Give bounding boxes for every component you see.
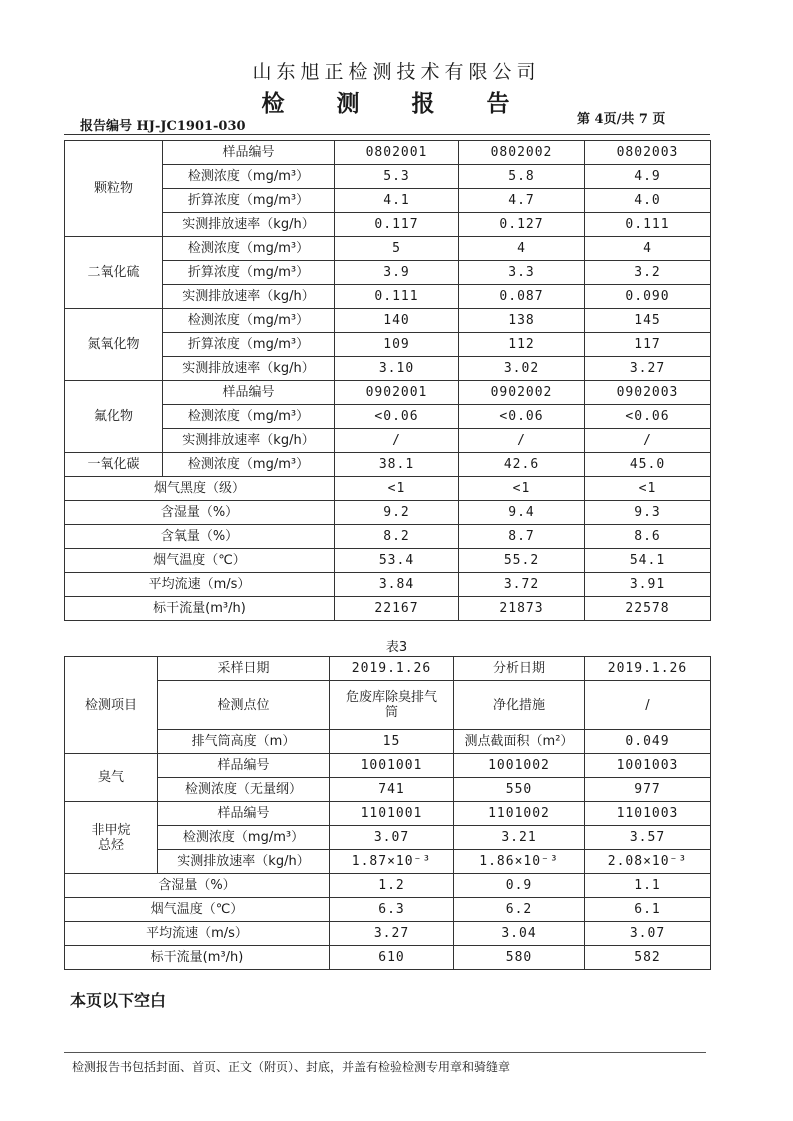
table-cell: <1: [459, 477, 585, 501]
table-cell: 145: [585, 309, 711, 333]
table-cell: 5.8: [459, 165, 585, 189]
table-cell: 3.10: [335, 357, 459, 381]
table-cell: 117: [585, 333, 711, 357]
table-cell: 8.7: [459, 525, 585, 549]
table-cell: /: [585, 429, 711, 453]
table-row: [65, 501, 711, 525]
table-row: [65, 802, 711, 826]
row-label: 检测点位: [158, 681, 330, 730]
row-label: 标干流量(m³/h): [65, 597, 335, 621]
table-cell: /: [335, 429, 459, 453]
table-cell: <1: [335, 477, 459, 501]
table-cell: 4.1: [335, 189, 459, 213]
blank-below-note: 本页以下空白: [70, 991, 167, 1010]
table-row: [65, 874, 711, 898]
table-cell: 582: [585, 946, 711, 970]
table-cell: 3.27: [330, 922, 454, 946]
table-cell: 0802001: [335, 141, 459, 165]
table-cell: 0.090: [585, 285, 711, 309]
row-label: 含湿量（%）: [65, 501, 335, 525]
header-divider: [64, 134, 710, 135]
table-cell: 112: [459, 333, 585, 357]
row-label: 实测排放速率（kg/h）: [163, 429, 335, 453]
table-cell: 1101002: [454, 802, 585, 826]
table-cell: 3.9: [335, 261, 459, 285]
document-title: 检 测 报 告: [261, 91, 532, 117]
table-cell: 15: [330, 730, 454, 754]
table-cell: 741: [330, 778, 454, 802]
pollutant-name: 氟化物: [65, 381, 163, 453]
table-cell: 38.1: [335, 453, 459, 477]
table-cell: 3.84: [335, 573, 459, 597]
table-cell: 610: [330, 946, 454, 970]
pollutant-name: 二氧化硫: [65, 237, 163, 309]
table-cell: 1.87×10⁻³: [330, 850, 454, 874]
table-cell: 0902001: [335, 381, 459, 405]
report-number: 报告编号 HJ-JC1901-030: [80, 119, 246, 134]
footer-note: 检测报告书包括封面、首页、正文（附页）、封底，并盖有检验检测专用章和骑缝章: [72, 1060, 511, 1074]
table-cell: 3.27: [585, 357, 711, 381]
table-cell: 0902002: [459, 381, 585, 405]
row-label: 烟气黑度（级）: [65, 477, 335, 501]
pollutant-name: 颗粒物: [65, 141, 163, 237]
table-cell: 0.117: [335, 213, 459, 237]
table-cell: 3.91: [585, 573, 711, 597]
table-cell: 3.2: [585, 261, 711, 285]
table-cell: 1.1: [585, 874, 711, 898]
row-label: 检测浓度（mg/m³）: [163, 237, 335, 261]
table-cell: 3.04: [454, 922, 585, 946]
table-cell: <0.06: [335, 405, 459, 429]
table-row: [65, 850, 711, 874]
table-row: [65, 309, 711, 333]
table-cell: 3.02: [459, 357, 585, 381]
footer-divider: [64, 1052, 706, 1053]
row-label: 样品编号: [158, 802, 330, 826]
table-cell: 4: [459, 237, 585, 261]
table-row: [65, 549, 711, 573]
table-cell: <1: [585, 477, 711, 501]
row-label: 检测浓度（mg/m³）: [163, 309, 335, 333]
table-cell: 8.6: [585, 525, 711, 549]
table-cell: 5.3: [335, 165, 459, 189]
table-row: [65, 381, 711, 405]
table-cell: 4: [585, 237, 711, 261]
table-cell: 4.9: [585, 165, 711, 189]
table-row: [65, 922, 711, 946]
table-cell: 4.0: [585, 189, 711, 213]
table-cell: 0.127: [459, 213, 585, 237]
table-cell: /: [585, 681, 711, 730]
table-cell: 5: [335, 237, 459, 261]
table-cell: 3.3: [459, 261, 585, 285]
table-cell: 3.72: [459, 573, 585, 597]
table-cell: 9.4: [459, 501, 585, 525]
table-cell: 2019.1.26: [330, 657, 454, 681]
table-row: [65, 754, 711, 778]
table-row: [65, 597, 711, 621]
table-cell: 0.087: [459, 285, 585, 309]
table-cell: 3.07: [330, 826, 454, 850]
item-label: 检测项目: [65, 657, 158, 754]
table-cell: 0.111: [585, 213, 711, 237]
row-label: 检测浓度（mg/m³）: [163, 165, 335, 189]
row-label: 样品编号: [163, 381, 335, 405]
odor-table: [64, 656, 711, 970]
row-label: 含湿量（%）: [65, 874, 330, 898]
table-row: [65, 657, 711, 681]
row-label: 检测浓度（mg/m³）: [163, 405, 335, 429]
row-label: 检测浓度（mg/m³）: [163, 453, 335, 477]
row-label: 样品编号: [158, 754, 330, 778]
row-label: 分析日期: [454, 657, 585, 681]
table-cell: 6.2: [454, 898, 585, 922]
table-cell: 0.049: [585, 730, 711, 754]
table-cell: 1101003: [585, 802, 711, 826]
row-label: 标干流量(m³/h): [65, 946, 330, 970]
row-label: 采样日期: [158, 657, 330, 681]
table-cell: 0802002: [459, 141, 585, 165]
table-row: [65, 778, 711, 802]
table-row: [65, 141, 711, 165]
row-label: 净化措施: [454, 681, 585, 730]
table-cell: 3.07: [585, 922, 711, 946]
row-label: 平均流速（m/s）: [65, 573, 335, 597]
table-cell: 1001001: [330, 754, 454, 778]
table-row: [65, 453, 711, 477]
table-cell: 138: [459, 309, 585, 333]
pollutant-name-line2: 总烃: [97, 837, 124, 853]
table-cell: 3.57: [585, 826, 711, 850]
table-cell: 54.1: [585, 549, 711, 573]
pollutant-name: [65, 802, 158, 874]
table-cell: 1.2: [330, 874, 454, 898]
table-cell: 21873: [459, 597, 585, 621]
table-cell: 45.0: [585, 453, 711, 477]
table-cell: /: [459, 429, 585, 453]
table-cell: 1001003: [585, 754, 711, 778]
table-cell: 55.2: [459, 549, 585, 573]
table-cell: 140: [335, 309, 459, 333]
row-label: 样品编号: [163, 141, 335, 165]
emission-table: [64, 140, 711, 621]
page-info: 第 4页/共 7 页: [577, 112, 666, 127]
table-cell: 危废库除臭排气筒: [330, 681, 454, 730]
pollutant-name-line1: 非甲烷: [91, 822, 131, 838]
row-label: 实测排放速率（kg/h）: [163, 285, 335, 309]
row-label: 烟气温度（℃）: [65, 898, 330, 922]
row-label: 折算浓度（mg/m³）: [163, 261, 335, 285]
table-cell: 4.7: [459, 189, 585, 213]
table-cell: 550: [454, 778, 585, 802]
table-cell: 580: [454, 946, 585, 970]
row-label: 排气筒高度（m）: [158, 730, 330, 754]
table-cell: 0.111: [335, 285, 459, 309]
row-label: 烟气温度（℃）: [65, 549, 335, 573]
table-row: [65, 573, 711, 597]
table-row: [65, 826, 711, 850]
table-cell: 0902003: [585, 381, 711, 405]
table-cell: 1101001: [330, 802, 454, 826]
table-cell: 109: [335, 333, 459, 357]
table-cell: 42.6: [459, 453, 585, 477]
table-cell: 3.21: [454, 826, 585, 850]
pollutant-name: 一氧化碳: [65, 453, 163, 477]
table-cell: 9.3: [585, 501, 711, 525]
pollutant-name: 氮氧化物: [65, 309, 163, 381]
table-row: [65, 477, 711, 501]
table-row: [65, 730, 711, 754]
table-caption: 表3: [385, 640, 408, 655]
table-cell: 977: [585, 778, 711, 802]
row-label: 测点截面积（m²）: [454, 730, 585, 754]
row-label: 实测排放速率（kg/h）: [163, 213, 335, 237]
table-cell: <0.06: [585, 405, 711, 429]
table-cell: 6.3: [330, 898, 454, 922]
row-label: 实测排放速率（kg/h）: [163, 357, 335, 381]
table-cell: 8.2: [335, 525, 459, 549]
table-cell: 0802003: [585, 141, 711, 165]
table-row: [65, 237, 711, 261]
table-row: [65, 898, 711, 922]
table-cell: 2019.1.26: [585, 657, 711, 681]
row-label: 检测浓度（无量纲）: [158, 778, 330, 802]
table-cell: 2.08×10⁻³: [585, 850, 711, 874]
row-label: 检测浓度（mg/m³）: [158, 826, 330, 850]
row-label: 实测排放速率（kg/h）: [158, 850, 330, 874]
table-cell: 22578: [585, 597, 711, 621]
table-cell: <0.06: [459, 405, 585, 429]
company-name: 山东旭正检测技术有限公司: [252, 61, 541, 83]
table-cell: 9.2: [335, 501, 459, 525]
row-label: 折算浓度（mg/m³）: [163, 333, 335, 357]
table-cell: 1.86×10⁻³: [454, 850, 585, 874]
table-cell: 22167: [335, 597, 459, 621]
table-row: [65, 946, 711, 970]
table-cell: 53.4: [335, 549, 459, 573]
row-label: 平均流速（m/s）: [65, 922, 330, 946]
table-cell: 6.1: [585, 898, 711, 922]
table-cell: 1001002: [454, 754, 585, 778]
row-label: 折算浓度（mg/m³）: [163, 189, 335, 213]
table-cell: 0.9: [454, 874, 585, 898]
row-label: 含氧量（%）: [65, 525, 335, 549]
table-row: [65, 681, 711, 730]
table-row: [65, 525, 711, 549]
pollutant-name: 臭气: [65, 754, 158, 802]
